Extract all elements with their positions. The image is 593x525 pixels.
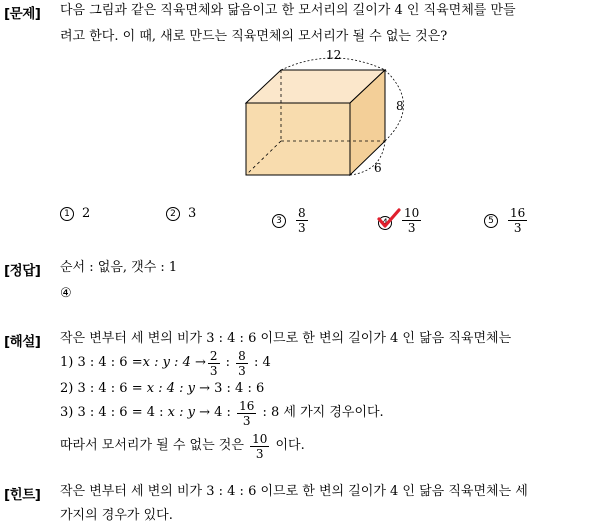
fraction-numerator: 8 (298, 206, 306, 220)
case-variables: x : y : 4 → (142, 355, 206, 370)
choice-number: 5 (484, 214, 498, 228)
cuboid-front-face (246, 103, 350, 175)
hint-text-line2: 가지의 경우가 있다. (60, 508, 173, 523)
case-fraction (236, 349, 248, 378)
conclusion-text: 따라서 모서리가 될 수 없는 것은 (60, 438, 249, 453)
case-variables: x : 4 : y (146, 381, 195, 396)
choice-value: 3 (188, 206, 197, 221)
case-variables: x : y (167, 405, 195, 420)
dimension-label-depth: 6 (374, 161, 382, 175)
choice-number-wrap (378, 214, 392, 228)
case-text: 2) 3 : 4 : 6 = (60, 381, 147, 396)
solution-intro: 작은 변부터 세 변의 비가 3 : 4 : 6 이므로 한 변의 길이가 4 인 닮음 직육면체는 (60, 331, 512, 346)
choice-fraction (402, 206, 421, 235)
fraction-numerator: 10 (404, 206, 420, 220)
choice-5[interactable] (484, 206, 529, 235)
case-fraction (237, 399, 256, 428)
case-text: → 3 : 4 : 6 (194, 381, 265, 396)
choice-number: 2 (166, 207, 180, 221)
choice-number: 3 (272, 214, 286, 228)
solution-label: [해설] (4, 334, 41, 350)
choice-4[interactable] (378, 206, 423, 235)
choice-2[interactable] (166, 206, 196, 221)
problem-text-line2: 려고 한다. 이 때, 새로 만드는 직육면체의 모서리가 될 수 없는 것은? (60, 29, 448, 44)
fraction-numerator: 16 (239, 398, 255, 413)
hint-label: [힌트] (4, 487, 41, 503)
choice-1[interactable] (60, 206, 90, 221)
choice-number: 4 (378, 216, 392, 230)
case-text: : 4 (249, 355, 271, 370)
choice-fraction (508, 206, 527, 235)
cuboid-figure (230, 48, 430, 183)
dimension-label-top: 12 (326, 48, 342, 62)
solution-conclusion (60, 430, 305, 462)
problem-text-line1: 다음 그림과 같은 직육면체와 닮음이고 한 모서리의 길이가 4 인 직육면체를 만들 (60, 3, 516, 18)
conclusion-text: 이다. (271, 438, 305, 453)
dimension-label-right: 8 (396, 99, 404, 113)
fraction-denominator: 3 (242, 413, 251, 428)
hint-text-line1: 작은 변부터 세 변의 비가 3 : 4 : 6 이므로 한 변의 길이가 4 인 닮음 직육면체는 세 (60, 484, 528, 499)
case-text: : 8 세 가지 경우이다. (258, 405, 384, 420)
conclusion-fraction (250, 432, 269, 461)
choice-number: 1 (60, 207, 74, 221)
fraction-denominator: 3 (407, 221, 416, 235)
problem-label: [문제] (4, 6, 41, 22)
choice-value: 2 (82, 206, 91, 221)
red-checkmark-icon (377, 208, 401, 230)
answer-choice: ④ (60, 286, 72, 301)
case-text: → 4 : (194, 405, 236, 420)
fraction-denominator: 3 (255, 446, 264, 461)
solution-case-1 (60, 348, 271, 378)
fraction-denominator: 3 (238, 363, 246, 378)
fraction-denominator: 3 (513, 221, 522, 235)
case-fraction (208, 349, 220, 378)
fraction-numerator: 10 (252, 431, 268, 446)
fraction-numerator: 2 (209, 348, 218, 363)
case-text: 1) 3 : 4 : 6 = (60, 355, 143, 370)
solution-case-2 (60, 380, 264, 398)
answer-order-count: 순서 : 없음, 갯수 : 1 (60, 260, 178, 275)
case-text: : (221, 355, 235, 370)
case-text: 3) 3 : 4 : 6 = 4 : (60, 405, 168, 420)
fraction-numerator: 16 (510, 206, 526, 220)
choice-3[interactable] (272, 206, 310, 235)
solution-case-3 (60, 398, 384, 428)
answer-label: [정답] (4, 263, 41, 279)
fraction-numerator: 8 (238, 348, 246, 363)
fraction-denominator: 3 (209, 363, 218, 378)
fraction-denominator: 3 (298, 221, 306, 235)
choice-fraction (296, 206, 308, 235)
